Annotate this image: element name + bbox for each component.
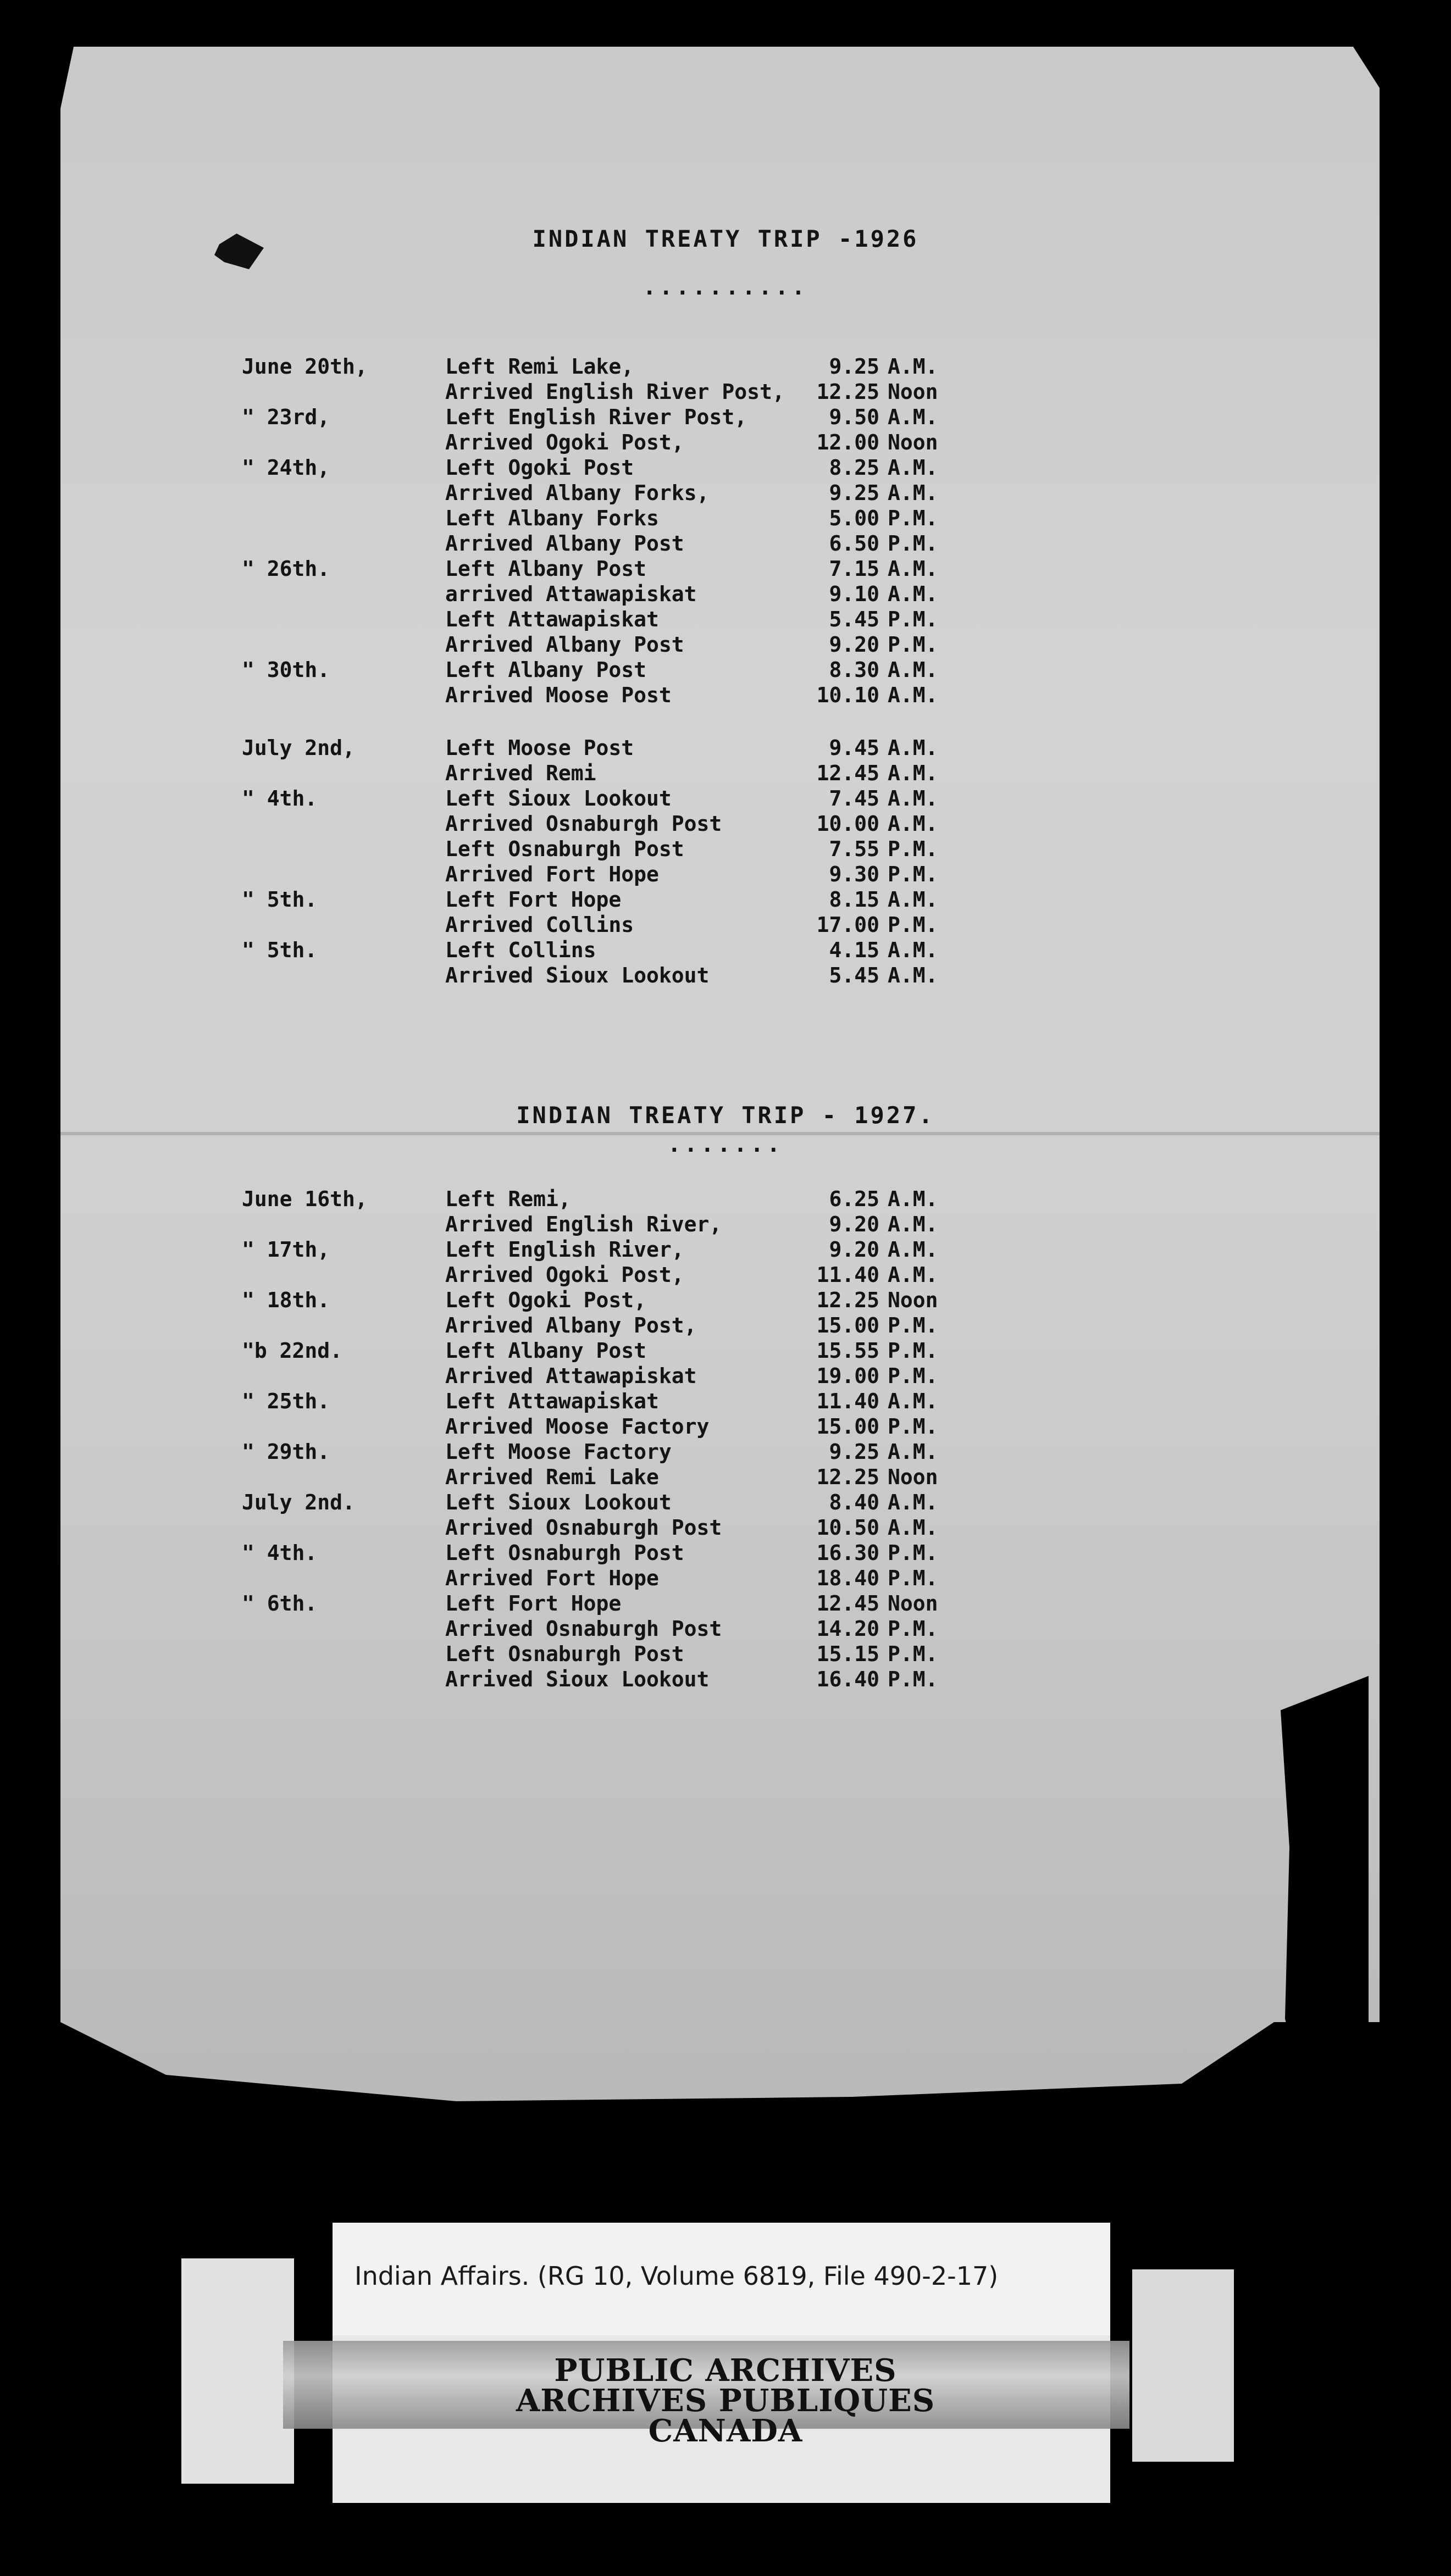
date-cell: July 2nd,: [242, 736, 355, 760]
date-cell: " 17th,: [242, 1237, 330, 1262]
schedule-row: [242, 887, 1066, 913]
time-cell: 12.00: [816, 430, 879, 454]
schedule-row: [242, 1364, 1066, 1389]
schedule-row: [242, 481, 1066, 506]
event-cell: Left Albany Post: [445, 557, 647, 581]
schedule-row: [242, 1541, 1066, 1566]
ampm-cell: P.M.: [888, 1667, 938, 1691]
ampm-cell: P.M.: [888, 531, 938, 556]
schedule-row: [242, 1667, 1066, 1692]
schedule-row: [242, 1389, 1066, 1414]
ampm-cell: P.M.: [888, 1364, 938, 1388]
event-cell: Arrived Ogoki Post,: [445, 430, 684, 454]
archive-reference-text: Indian Affairs. (RG 10, Volume 6819, File 490-2-17): [355, 2261, 999, 2291]
schedule-row: [242, 1187, 1066, 1212]
time-cell: 12.25: [816, 1288, 879, 1312]
ampm-cell: P.M.: [888, 1617, 938, 1641]
ampm-cell: P.M.: [888, 862, 938, 886]
ampm-cell: A.M.: [888, 481, 938, 505]
time-cell: 15.00: [816, 1313, 879, 1337]
time-cell: 18.40: [816, 1566, 879, 1590]
event-cell: Left Collins: [445, 938, 596, 962]
ampm-cell: A.M.: [888, 557, 938, 581]
schedule-row: [242, 1515, 1066, 1541]
schedule-row: [242, 354, 1066, 380]
stamp-line-1: PUBLIC ARCHIVES: [554, 2352, 897, 2389]
schedule-row: [242, 1490, 1066, 1515]
schedule-row: [242, 1591, 1066, 1617]
schedule-row: [242, 862, 1066, 887]
event-cell: Arrived English River,: [445, 1212, 722, 1236]
schedule-row: [242, 1288, 1066, 1313]
time-cell: 7.45: [829, 786, 879, 810]
schedule-row: [242, 607, 1066, 632]
event-cell: Arrived Osnaburgh Post: [445, 1617, 722, 1641]
time-cell: 9.25: [829, 481, 879, 505]
time-cell: 9.20: [829, 632, 879, 657]
divider-dots-1926: ..........: [643, 275, 808, 300]
event-cell: Left Attawapiskat: [445, 1389, 659, 1413]
date-cell: "b 22nd.: [242, 1339, 343, 1363]
event-cell: Arrived Fort Hope: [445, 1566, 659, 1590]
event-cell: Left Osnaburgh Post: [445, 837, 684, 861]
time-cell: 5.00: [829, 506, 879, 530]
time-cell: 9.50: [829, 405, 879, 429]
time-cell: 9.25: [829, 354, 879, 379]
event-cell: Left Albany Post: [445, 658, 647, 682]
ampm-cell: P.M.: [888, 1339, 938, 1363]
schedule-row: [242, 761, 1066, 786]
time-cell: 15.55: [816, 1339, 879, 1363]
time-cell: 12.25: [816, 380, 879, 404]
schedule-row: [242, 405, 1066, 430]
ampm-cell: Noon: [888, 1591, 938, 1615]
event-cell: Left English River,: [445, 1237, 684, 1262]
ampm-cell: Noon: [888, 430, 938, 454]
ampm-cell: A.M.: [888, 786, 938, 810]
ampm-cell: P.M.: [888, 1541, 938, 1565]
schedule-row: [242, 1440, 1066, 1465]
schedule-row: [242, 1339, 1066, 1364]
ampm-cell: Noon: [888, 1288, 938, 1312]
schedule-row: [242, 1617, 1066, 1642]
ampm-cell: A.M.: [888, 1187, 938, 1211]
time-cell: 19.00: [816, 1364, 879, 1388]
time-cell: 11.40: [816, 1389, 879, 1413]
schedule-row: [242, 812, 1066, 837]
time-cell: 7.15: [829, 557, 879, 581]
event-cell: Left Attawapiskat: [445, 607, 659, 631]
event-cell: Arrived English River Post,: [445, 380, 785, 404]
event-cell: Arrived Fort Hope: [445, 862, 659, 886]
event-cell: Arrived Attawapiskat: [445, 1364, 697, 1388]
event-cell: arrived Attawapiskat: [445, 582, 697, 606]
ampm-cell: A.M.: [888, 963, 938, 987]
date-cell: June 20th,: [242, 354, 368, 379]
event-cell: Arrived Sioux Lookout: [445, 963, 710, 987]
event-cell: Left Albany Forks: [445, 506, 659, 530]
event-cell: Arrived Albany Post: [445, 531, 684, 556]
date-cell: July 2nd.: [242, 1490, 355, 1514]
ampm-cell: P.M.: [888, 607, 938, 631]
date-cell: " 4th.: [242, 1541, 318, 1565]
archive-reference-label: [333, 2223, 1110, 2335]
date-cell: " 29th.: [242, 1440, 330, 1464]
time-cell: 12.45: [816, 761, 879, 785]
ampm-cell: P.M.: [888, 1313, 938, 1337]
event-cell: Arrived Collins: [445, 913, 634, 937]
stamp-line-3: CANADA: [648, 2413, 803, 2449]
schedule-row: [242, 557, 1066, 582]
event-cell: Left Sioux Lookout: [445, 1490, 672, 1514]
time-cell: 6.50: [829, 531, 879, 556]
schedule-row: [242, 1566, 1066, 1591]
time-cell: 8.40: [829, 1490, 879, 1514]
date-cell: " 6th.: [242, 1591, 318, 1615]
ampm-cell: A.M.: [888, 1237, 938, 1262]
ampm-cell: A.M.: [888, 736, 938, 760]
time-cell: 4.15: [829, 938, 879, 962]
time-cell: 15.15: [816, 1642, 879, 1666]
ampm-cell: A.M.: [888, 1263, 938, 1287]
ampm-cell: A.M.: [888, 405, 938, 429]
date-cell: " 4th.: [242, 786, 318, 810]
title-1926: INDIAN TREATY TRIP -1926: [532, 225, 919, 252]
time-cell: 11.40: [816, 1263, 879, 1287]
schedule-row: [242, 1263, 1066, 1288]
schedule-row: [242, 963, 1066, 989]
date-cell: " 24th,: [242, 456, 330, 480]
divider-dots-1927: .......: [667, 1132, 784, 1157]
event-cell: Arrived Albany Forks,: [445, 481, 710, 505]
event-cell: Left Albany Post: [445, 1339, 647, 1363]
schedule-row: [242, 430, 1066, 456]
schedule-row: [242, 506, 1066, 531]
date-cell: June 16th,: [242, 1187, 368, 1211]
time-cell: 12.45: [816, 1591, 879, 1615]
schedule-row: [242, 1642, 1066, 1667]
event-cell: Left Remi Lake,: [445, 354, 634, 379]
time-cell: 9.10: [829, 582, 879, 606]
event-cell: Arrived Sioux Lookout: [445, 1667, 710, 1691]
ampm-cell: A.M.: [888, 1515, 938, 1540]
schedule-row: [242, 837, 1066, 862]
event-cell: Left Ogoki Post,: [445, 1288, 647, 1312]
event-cell: Left Ogoki Post: [445, 456, 634, 480]
event-cell: Left Osnaburgh Post: [445, 1642, 684, 1666]
ampm-cell: A.M.: [888, 1389, 938, 1413]
ampm-cell: A.M.: [888, 761, 938, 785]
schedule-row: [242, 531, 1066, 557]
ampm-cell: Noon: [888, 380, 938, 404]
date-cell: " 5th.: [242, 887, 318, 912]
schedule-row: [242, 1465, 1066, 1490]
date-cell: " 30th.: [242, 658, 330, 682]
time-cell: 16.40: [816, 1667, 879, 1691]
schedule-row: [242, 582, 1066, 607]
time-cell: 5.45: [829, 607, 879, 631]
ampm-cell: P.M.: [888, 632, 938, 657]
stamp-line-2: ARCHIVES PUBLIQUES: [516, 2383, 935, 2419]
schedule-row: [242, 1212, 1066, 1237]
event-cell: Left Fort Hope: [445, 887, 622, 912]
schedule-row: [242, 658, 1066, 683]
date-cell: " 5th.: [242, 938, 318, 962]
event-cell: Arrived Moose Post: [445, 683, 672, 707]
event-cell: Arrived Remi: [445, 761, 596, 785]
ampm-cell: P.M.: [888, 1414, 938, 1439]
schedule-row: [242, 1237, 1066, 1263]
time-cell: 15.00: [816, 1414, 879, 1439]
time-cell: 8.15: [829, 887, 879, 912]
ampm-cell: Noon: [888, 1465, 938, 1489]
schedule-row: [242, 938, 1066, 963]
event-cell: Left Moose Factory: [445, 1440, 672, 1464]
time-cell: 10.00: [816, 812, 879, 836]
time-cell: 10.50: [816, 1515, 879, 1540]
time-cell: 9.25: [829, 1440, 879, 1464]
date-cell: " 23rd,: [242, 405, 330, 429]
ampm-cell: A.M.: [888, 582, 938, 606]
ampm-cell: P.M.: [888, 1642, 938, 1666]
event-cell: Left Fort Hope: [445, 1591, 622, 1615]
time-cell: 17.00: [816, 913, 879, 937]
event-cell: Left Osnaburgh Post: [445, 1541, 684, 1565]
event-cell: Arrived Moose Factory: [445, 1414, 710, 1439]
ampm-cell: P.M.: [888, 837, 938, 861]
time-cell: 5.45: [829, 963, 879, 987]
event-cell: Left Moose Post: [445, 736, 634, 760]
date-cell: " 18th.: [242, 1288, 330, 1312]
event-cell: Arrived Ogoki Post,: [445, 1263, 684, 1287]
ampm-cell: A.M.: [888, 1212, 938, 1236]
ampm-cell: A.M.: [888, 812, 938, 836]
ampm-cell: A.M.: [888, 354, 938, 379]
time-cell: 8.30: [829, 658, 879, 682]
time-cell: 7.55: [829, 837, 879, 861]
schedule-row: [242, 380, 1066, 405]
ampm-cell: A.M.: [888, 887, 938, 912]
event-cell: Arrived Osnaburgh Post: [445, 812, 722, 836]
time-cell: 6.25: [829, 1187, 879, 1211]
schedule-row: [242, 786, 1066, 812]
schedule-row: [242, 1313, 1066, 1339]
event-cell: Arrived Albany Post,: [445, 1313, 697, 1337]
ampm-cell: P.M.: [888, 1566, 938, 1590]
schedule-row: [242, 683, 1066, 708]
date-cell: " 25th.: [242, 1389, 330, 1413]
ampm-cell: P.M.: [888, 506, 938, 530]
event-cell: Left Remi,: [445, 1187, 571, 1211]
ampm-cell: A.M.: [888, 456, 938, 480]
schedule-row: [242, 913, 1066, 938]
time-cell: 8.25: [829, 456, 879, 480]
date-cell: " 26th.: [242, 557, 330, 581]
time-cell: 9.30: [829, 862, 879, 886]
ampm-cell: A.M.: [888, 683, 938, 707]
event-cell: Arrived Osnaburgh Post: [445, 1515, 722, 1540]
schedule-row: [242, 456, 1066, 481]
schedule-row: [242, 632, 1066, 658]
time-cell: 16.30: [816, 1541, 879, 1565]
time-cell: 12.25: [816, 1465, 879, 1489]
title-1927: INDIAN TREATY TRIP - 1927.: [516, 1102, 935, 1129]
time-cell: 9.20: [829, 1212, 879, 1236]
time-cell: 10.10: [816, 683, 879, 707]
schedule-row: [242, 736, 1066, 761]
event-cell: Arrived Albany Post: [445, 632, 684, 657]
event-cell: Left English River Post,: [445, 405, 747, 429]
time-cell: 9.20: [829, 1237, 879, 1262]
time-cell: 9.45: [829, 736, 879, 760]
ampm-cell: A.M.: [888, 1490, 938, 1514]
ampm-cell: A.M.: [888, 938, 938, 962]
event-cell: Left Sioux Lookout: [445, 786, 672, 810]
schedule-row: [242, 1414, 1066, 1440]
ampm-cell: A.M.: [888, 1440, 938, 1464]
time-cell: 14.20: [816, 1617, 879, 1641]
event-cell: Arrived Remi Lake: [445, 1465, 659, 1489]
ampm-cell: A.M.: [888, 658, 938, 682]
ampm-cell: P.M.: [888, 913, 938, 937]
